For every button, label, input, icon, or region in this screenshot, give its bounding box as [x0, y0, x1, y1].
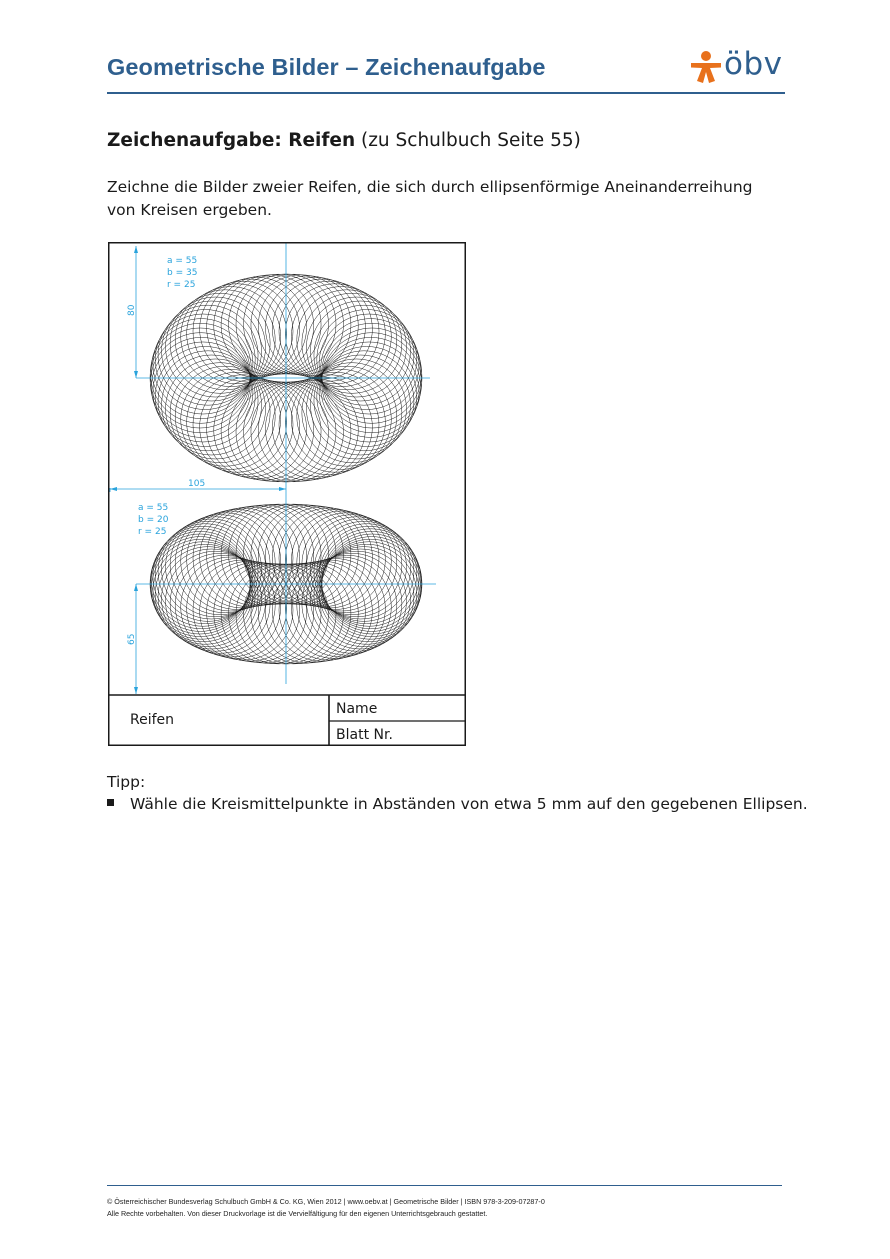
- footer-rights: Alle Rechte vorbehalten. Von dieser Druckvorlage ist die Vervielfältigung für den eigenen Unterrichtsgebrauch gestattet.: [107, 1209, 488, 1218]
- torus2-param-r: r = 25: [138, 527, 167, 537]
- torus-circle: [322, 537, 422, 637]
- task-title-bold: Zeichenaufgabe: Reifen: [107, 130, 356, 151]
- torus-circle: [322, 531, 422, 631]
- torus2-param-b: b = 20: [138, 515, 169, 525]
- torus-circle: [317, 346, 417, 446]
- torus-circle: [285, 509, 385, 609]
- torus-circle: [187, 559, 287, 659]
- width-dimension-label: 105: [188, 479, 206, 489]
- task-title: [107, 130, 581, 151]
- torus2-param-a: a = 55: [138, 503, 169, 513]
- torus1-param-b: b = 35: [167, 268, 198, 278]
- torus-circle: [187, 509, 287, 609]
- torus-circle: [150, 531, 250, 631]
- torus-circle: [150, 537, 250, 637]
- torus1-height-dimension: 80: [127, 304, 137, 316]
- footer-divider: [107, 1185, 782, 1186]
- task-title-reference: (zu Schulbuch Seite 55): [355, 130, 581, 151]
- torus-circle: [207, 379, 307, 479]
- torus-circle: [321, 337, 421, 437]
- torus-circle: [285, 559, 385, 659]
- tip-item: [107, 795, 808, 813]
- torus-circle: [321, 319, 421, 419]
- torus-circle: [291, 287, 391, 387]
- oebv-logo: [689, 46, 789, 86]
- torus1-param-r: r = 25: [167, 280, 196, 290]
- dimension-labels: [127, 256, 205, 645]
- torus-circle: [317, 310, 417, 410]
- tip-item-text: Wähle die Kreismittelpunkte in Abständen von etwa 5 mm auf den gegebenen Ellipsen.: [130, 795, 808, 813]
- logo-wordmark: öbv: [724, 46, 783, 82]
- title-block-name: Name: [336, 701, 378, 717]
- torus1-param-a: a = 55: [167, 256, 198, 266]
- torus-circle: [207, 277, 307, 377]
- title-block-title: Reifen: [130, 712, 175, 728]
- torus-circle: [155, 346, 255, 446]
- torus-circle: [291, 369, 391, 469]
- torus-circle: [181, 369, 281, 469]
- header-divider: [107, 92, 785, 94]
- torus-circle: [265, 379, 365, 479]
- torus-circle: [151, 319, 251, 419]
- title-block-text: [130, 701, 393, 743]
- title-block-sheet: Blatt Nr.: [336, 727, 393, 743]
- task-description: Zeichne die Bilder zweier Reifen, die sich durch ellipsenförmige Aneinanderreihung von Kreisen ergeben.: [107, 178, 753, 219]
- tip-heading: Tipp:: [107, 773, 146, 791]
- star-figure-icon: [689, 50, 723, 84]
- torus2-height-dimension: 65: [127, 633, 137, 645]
- page-header-title: Geometrische Bilder – Zeichenaufgabe: [107, 54, 546, 80]
- torus-circle: [151, 337, 251, 437]
- torus-circle: [155, 310, 255, 410]
- torus-circle: [265, 277, 365, 377]
- drawing-sheet: [108, 242, 466, 746]
- torus-circle: [181, 287, 281, 387]
- sheet-frame: [108, 243, 466, 746]
- footer-copyright: © Österreichischer Bundesverlag Schulbuch GmbH & Co. KG, Wien 2012 | www.oebv.at | Geometrische Bilder | ISBN 978-3-209-07287-0: [107, 1197, 545, 1206]
- bullet-icon: [107, 799, 114, 806]
